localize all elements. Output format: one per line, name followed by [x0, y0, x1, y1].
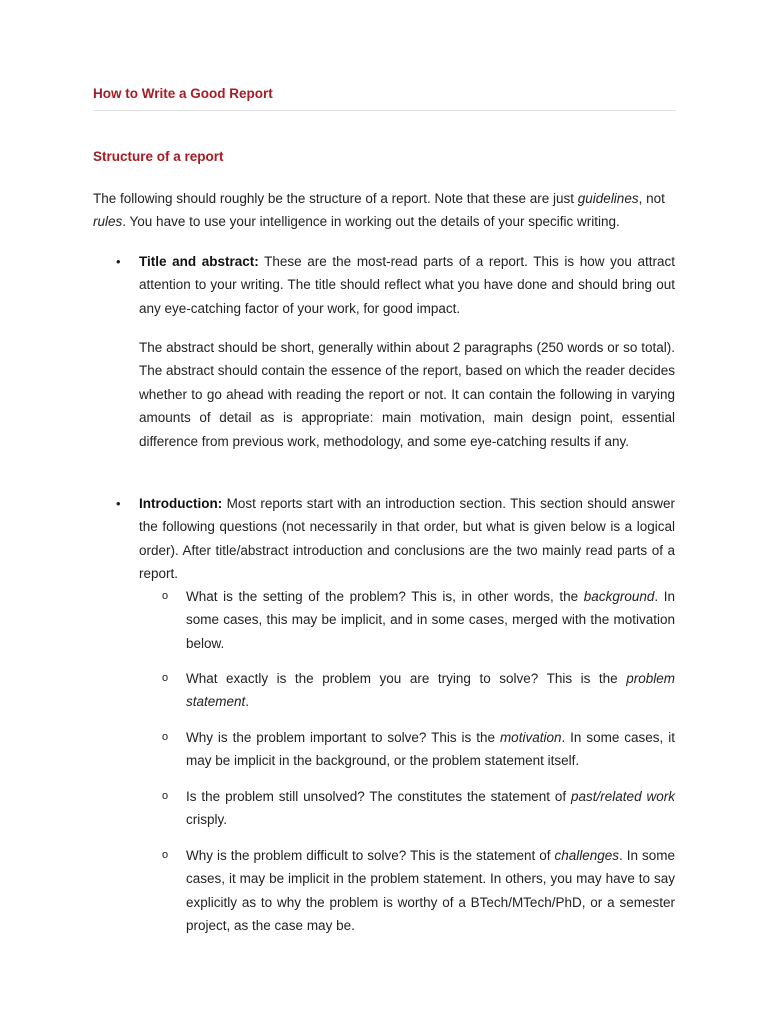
list-item-emphasis: problem statement [186, 671, 675, 710]
list-item-text: . In some cases, it may be implicit in the background, or the problem statement itself. [186, 730, 675, 769]
abstract-paragraph: The abstract should be short, generally within about 2 paragraphs (250 words or so total). The abstract should contain the essence of the report, based on which the reader decides whether to go ahead with reading the report or not. It can contain the following in varying amounts of detail as is appropriate: main motivation, main design point, essential difference from previous work, methodology, and some eye-catching results if any. [139, 340, 675, 449]
section-heading: Structure of a report [93, 149, 224, 164]
intro-emphasis: rules [93, 214, 123, 229]
introduction-paragraph [139, 492, 675, 586]
list-item-text: . In some cases, this may be implicit, and in some cases, merged with the motivation below. [186, 589, 675, 651]
bullet-icon: • [116, 254, 121, 269]
list-item [186, 585, 675, 655]
sub-bullet-icon: o [162, 849, 169, 861]
list-item-text: Why is the problem important to solve? This is the [186, 730, 500, 745]
page-title: How to Write a Good Report [93, 86, 273, 101]
list-item-emphasis: motivation [499, 730, 562, 745]
introduction-text: Most reports start with an introduction section. This section should answer the following questions (not necessarily in that order, but what is given below is a logical order). After title/abstract introduction and conclusions are the two mainly read parts of a report. [139, 496, 675, 582]
list-item-text: What is the setting of the problem? This is, in other words, the [186, 589, 584, 604]
title-abstract-paragraph [139, 250, 675, 320]
list-item-text: . In some cases, it may be implicit in the problem statement. In others, you may have to say explicitly as to why the problem is worthy of a BTech/MTech/PhD, or a semester project, as the case may be. [186, 848, 675, 934]
introduction-label: Introduction: [139, 496, 223, 511]
list-item [186, 667, 675, 714]
sub-bullet-icon: o [162, 590, 169, 602]
title-divider [93, 110, 676, 111]
list-item-text: crisply. [186, 812, 228, 828]
list-item-emphasis: background [583, 589, 655, 604]
sub-bullet-icon: o [162, 731, 169, 743]
intro-text: , not [638, 191, 665, 206]
list-item [186, 785, 675, 832]
intro-text: The following should roughly be the structure of a report. Note that these are just [93, 191, 578, 206]
list-item-text: What exactly is the problem you are trying to solve? This is the [186, 671, 627, 686]
intro-emphasis: guidelines [577, 191, 639, 206]
sub-bullet-icon: o [162, 790, 169, 802]
list-item-emphasis: past/related work [571, 789, 675, 804]
intro-text: . You have to use your intelligence in working out the details of your specific writing. [122, 214, 620, 229]
list-item [186, 726, 675, 773]
list-item-text: . [245, 694, 250, 710]
bullet-icon: • [116, 496, 121, 511]
title-abstract-label: Title and abstract: [139, 254, 259, 269]
intro-paragraph [93, 187, 676, 233]
list-item-emphasis: challenges [554, 848, 619, 863]
title-abstract-text: These are the most-read parts of a report. This is how you attract attention to your writing. The title should reflect what you have done and should bring out any eye-catching factor of your work, for good impact. [139, 254, 676, 316]
list-item-text: Is the problem still unsolved? The constitutes the statement of [186, 789, 572, 804]
list-item [186, 844, 675, 938]
list-item-text: Why is the problem difficult to solve? This is the statement of [186, 848, 555, 863]
sub-bullet-icon: o [162, 672, 169, 684]
